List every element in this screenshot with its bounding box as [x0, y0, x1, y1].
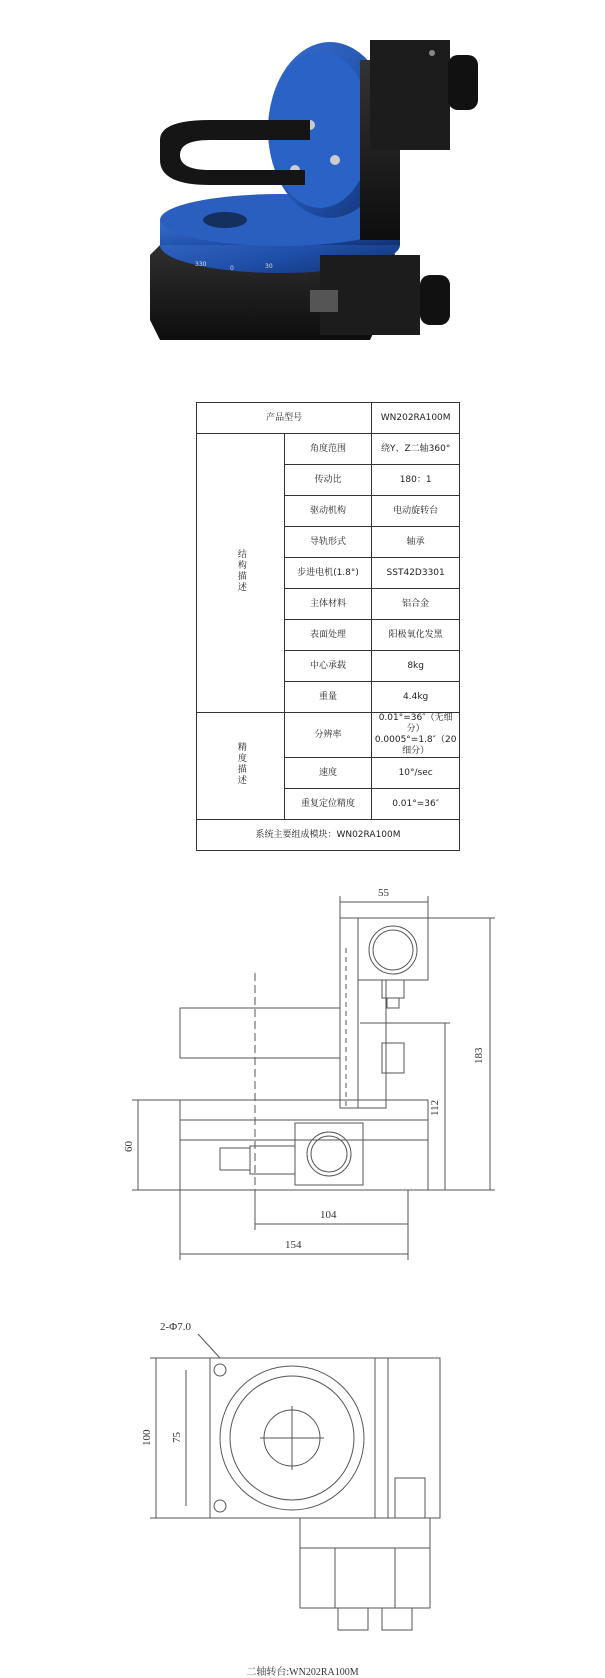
model-value: WN202RA100M	[372, 403, 460, 434]
top-view-drawing	[120, 1318, 520, 1677]
table-row	[197, 713, 460, 758]
row-value: 4.4kg	[372, 682, 460, 713]
row-value: 10°/sec	[372, 758, 460, 789]
row-value: 轴承	[372, 527, 460, 558]
side-view-drawing	[120, 878, 540, 1298]
row-label: 主体材料	[284, 589, 372, 620]
row-label: 表面处理	[284, 620, 372, 651]
row-value: SST42D3301	[372, 558, 460, 589]
row-value: 铝合金	[372, 589, 460, 620]
row-value: 8kg	[372, 651, 460, 682]
row-label: 中心承载	[284, 651, 372, 682]
row-value: 0.01°=36″（无细分） 0.0005°=1.8″（20细分）	[372, 713, 460, 758]
row-value: 电动旋转台	[372, 496, 460, 527]
dim-75: 75	[171, 1432, 183, 1443]
dim-112: 112	[429, 1099, 441, 1116]
dial-label: 0	[230, 265, 234, 272]
dim-183: 183	[473, 1047, 485, 1064]
table-footer-row	[197, 820, 460, 851]
footer-note: 系统主要组成模块：WN02RA100M	[197, 820, 460, 851]
row-label: 速度	[284, 758, 372, 789]
group-label: 精度描述	[197, 713, 285, 820]
model-label: 产品型号	[197, 403, 372, 434]
row-value: 180：1	[372, 465, 460, 496]
row-label: 导轨形式	[284, 527, 372, 558]
row-label: 驱动机构	[284, 496, 372, 527]
row-value: 绕Y、Z二轴360°	[372, 434, 460, 465]
dim-55: 55	[378, 887, 389, 899]
row-label: 重复定位精度	[284, 789, 372, 820]
figure-caption: 二轴转台:WN202RA100M	[246, 1667, 359, 1678]
dim-154: 154	[285, 1239, 302, 1251]
row-label: 传动比	[284, 465, 372, 496]
group-label: 结构描述	[197, 434, 285, 713]
table-header-row	[197, 403, 460, 434]
dim-104: 104	[320, 1209, 337, 1221]
row-label: 角度范围	[284, 434, 372, 465]
dim-100: 100	[141, 1429, 153, 1446]
row-value: 阳极氧化发黑	[372, 620, 460, 651]
spec-table	[196, 402, 460, 851]
row-value: 0.01°=36″	[372, 789, 460, 820]
row-label: 步进电机(1.8°)	[284, 558, 372, 589]
dial-label: 330	[195, 261, 207, 268]
table-row	[197, 434, 460, 465]
dial-label: 30	[265, 263, 273, 270]
row-label: 分辨率	[284, 713, 372, 758]
product-photo	[130, 20, 490, 365]
hole-spec-label: 2-Φ7.0	[160, 1321, 191, 1333]
row-label: 重量	[284, 682, 372, 713]
dim-60: 60	[123, 1141, 135, 1152]
